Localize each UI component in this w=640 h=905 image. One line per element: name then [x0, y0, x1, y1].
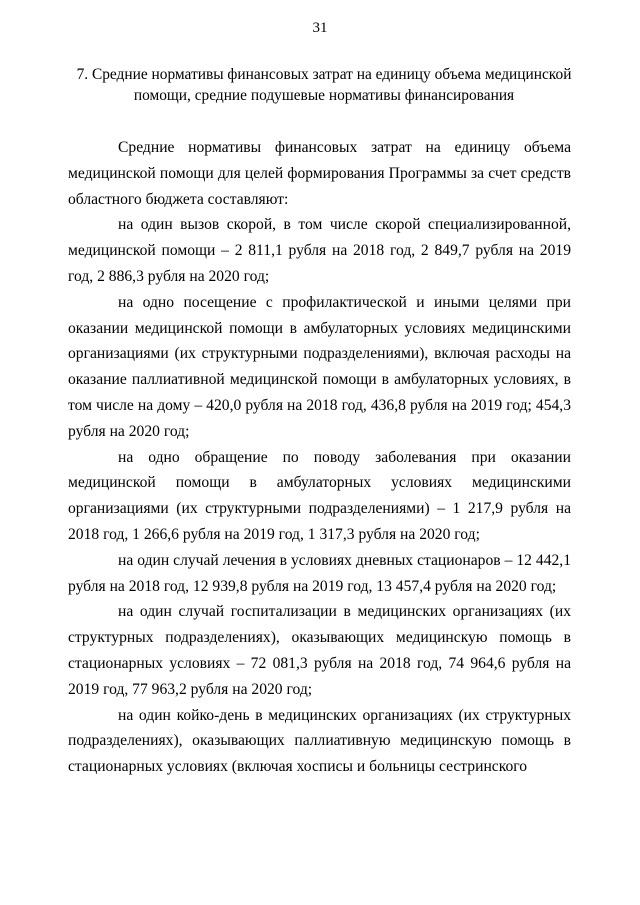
paragraph-disease-appeal: на одно обращение по поводу заболевания при оказании медицинской помощи в амбулаторных условиях медицинскими организациями (их структурными подразделениями) – 1 217,9 рубля на 2018 год, 1 266,6 рубля на 2019 год, 1 317,3 рубля на 2020 год;	[68, 448, 571, 543]
paragraph-day-hospital: на один случай лечения в условиях дневных стационаров – 12 442,1 рубля на 2018 год, 12 939,8 рубля на 2019 год, 13 457,4 рубля на 2020 год;	[68, 551, 571, 595]
page-number: 31	[312, 20, 328, 36]
paragraph-intro: Средние нормативы финансовых затрат на единицу объема медицинской помощи для целей формирования Программы за счет средств областного бюджета составляют:	[68, 139, 571, 208]
section-heading: 7. Средние нормативы финансовых затрат на единицу объема медицинской помощи, средние подушевые нормативы финансирования	[76, 66, 572, 104]
paragraph-ambulance-call: на один вызов скорой, в том числе скорой специализированной, медицинской помощи – 2 811,1 рубля на 2018 год, 2 849,7 рубля на 2019 год, 2 886,3 рубля на 2020 год;	[68, 216, 571, 285]
body-text	[68, 135, 571, 780]
paragraph-hospitalization: на один случай госпитализации в медицинских организациях (их структурных подразделениях), оказывающих медицинскую помощь в стационарных условиях – 72 081,3 рубля на 2018 год, 74 964,6 рубля на 2019 год, 77 963,2 рубля на 2020 год;	[68, 603, 571, 698]
paragraph-preventive-visit: на одно посещение с профилактической и иными целями при оказании медицинской помощи в амбулаторных условиях медицинскими организациями (их структурными подразделениями), включая расходы на оказание паллиативной медицинской помощи в амбулаторных условиях, в том числе на дому – 420,0 рубля на 2018 год, 436,8 рубля на 2019 год; 454,3 рубля на 2020 год;	[68, 293, 571, 440]
paragraph-bed-day: на один койко-день в медицинских организациях (их структурных подразделениях), оказывающих паллиативную медицинскую помощь в стационарных условиях (включая хосписы и больницы сестринского	[68, 706, 571, 776]
